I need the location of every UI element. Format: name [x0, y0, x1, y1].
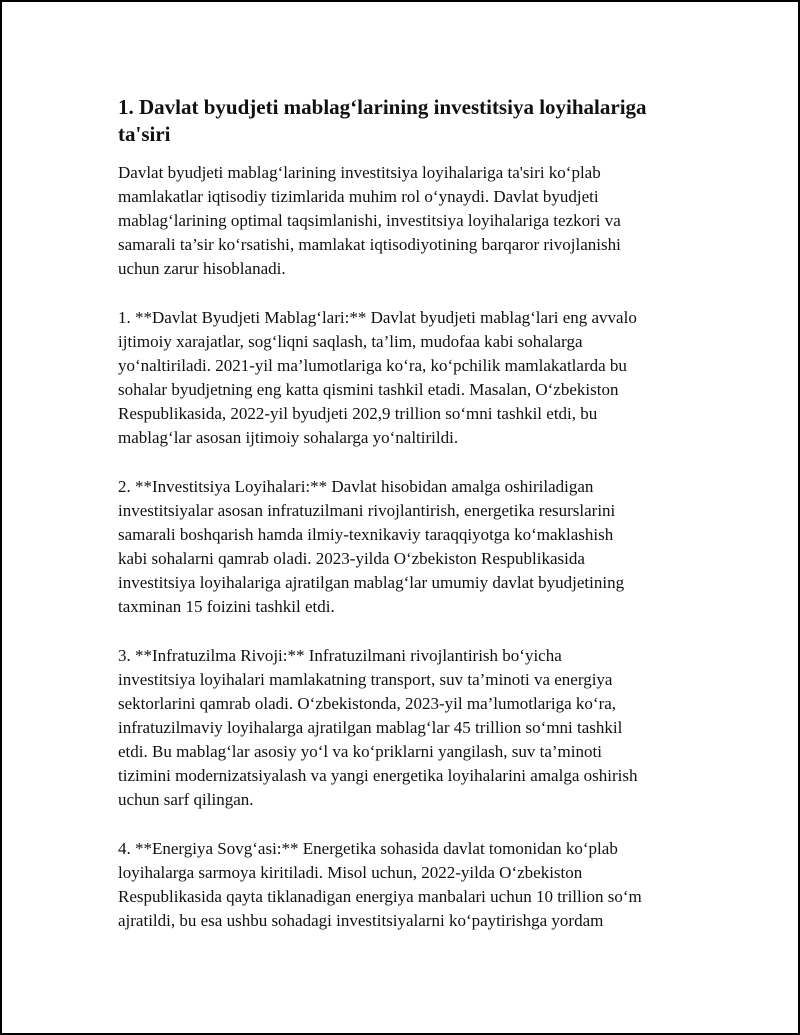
paragraph-energy	[118, 837, 798, 933]
paragraph-line: 2. **Investitsiya Loyihalari:** Davlat hisobidan amalga oshiriladigan	[118, 477, 594, 496]
paragraph-infrastructure	[118, 644, 798, 812]
paragraph-investment-projects	[118, 475, 798, 619]
paragraph-line: taxminan 15 foizini tashkil etdi.	[118, 597, 335, 616]
paragraph-line: 4. **Energiya Sovg‘asi:** Energetika sohasida davlat tomonidan ko‘plab	[118, 839, 618, 858]
paragraph-line: investitsiya loyihalariga ajratilgan mablag‘lar umumiy davlat byudjetining	[118, 573, 625, 592]
paragraph-line: tizimini modernizatsiyalash va yangi energetika loyihalarini amalga oshirish	[118, 766, 638, 785]
paragraph-line: 1. **Davlat Byudjeti Mablag‘lari:** Davlat byudjeti mablag‘lari eng avvalo	[118, 308, 637, 327]
paragraph-line: samarali ta’sir ko‘rsatishi, mamlakat iqtisodiyotining barqaror rivojlanishi	[118, 235, 621, 254]
paragraph-line: mablag‘larining optimal taqsimlanishi, investitsiya loyihalariga tezkori va	[118, 211, 621, 230]
paragraph-line: etdi. Bu mablag‘lar asosiy yo‘l va ko‘priklarni yangilash, suv ta’minoti	[118, 742, 602, 761]
paragraph-line: Davlat byudjeti mablag‘larining investitsiya loyihalariga ta'siri ko‘plab	[118, 163, 601, 182]
paragraph-line: samarali boshqarish hamda ilmiy-texnikaviy taraqqiyotga ko‘maklashish	[118, 525, 614, 544]
paragraph-line: infratuzilmaviy loyihalarga ajratilgan mablag‘lar 45 trillion so‘mni tashkil	[118, 718, 623, 737]
paragraph-line: uchun zarur hisoblanadi.	[118, 259, 286, 278]
paragraph-line: mablag‘lar asosan ijtimoiy sohalarga yo‘naltirildi.	[118, 428, 459, 447]
heading-line: 1. Davlat byudjeti mablag‘larining investitsiya loyihalariga	[118, 95, 647, 119]
section-heading	[118, 94, 798, 148]
paragraph-line: ijtimoiy xarajatlar, sog‘liqni saqlash, ta’lim, mudofaa kabi sohalarga	[118, 332, 583, 351]
intro-paragraph	[118, 161, 798, 281]
paragraph-line: uchun sarf qilingan.	[118, 790, 254, 809]
paragraph-line: Respublikasida, 2022-yil byudjeti 202,9 trillion so‘mni tashkil etdi, bu	[118, 404, 598, 423]
paragraph-line: kabi sohalarni qamrab oladi. 2023-yilda O‘zbekiston Respublikasida	[118, 549, 585, 568]
paragraph-line: investitsiya loyihalari mamlakatning transport, suv ta’minoti va energiya	[118, 670, 613, 689]
paragraph-line: investitsiyalar asosan infratuzilmani rivojlantirish, energetika resurslarini	[118, 501, 616, 520]
paragraph-line: yo‘naltiriladi. 2021-yil ma’lumotlariga ko‘ra, ko‘pchilik mamlakatlarda bu	[118, 356, 627, 375]
paragraph-budget-funds	[118, 306, 798, 450]
heading-line: ta'siri	[118, 122, 171, 146]
paragraph-line: mamlakatlar iqtisodiy tizimlarida muhim rol o‘ynaydi. Davlat byudjeti	[118, 187, 599, 206]
paragraph-line: sektorlarini qamrab oladi. O‘zbekistonda, 2023-yil ma’lumotlariga ko‘ra,	[118, 694, 617, 713]
paragraph-line: 3. **Infratuzilma Rivoji:** Infratuzilmani rivojlantirish bo‘yicha	[118, 646, 562, 665]
paragraph-line: sohalar byudjetning eng katta qismini tashkil etadi. Masalan, O‘zbekiston	[118, 380, 619, 399]
paragraph-line: loyihalarga sarmoya kiritiladi. Misol uchun, 2022-yilda O‘zbekiston	[118, 863, 583, 882]
paragraph-line: ajratildi, bu esa ushbu sohadagi investitsiyalarni ko‘paytirishga yordam	[118, 911, 604, 930]
paragraph-line: Respublikasida qayta tiklanadigan energiya manbalari uchun 10 trillion so‘m	[118, 887, 642, 906]
